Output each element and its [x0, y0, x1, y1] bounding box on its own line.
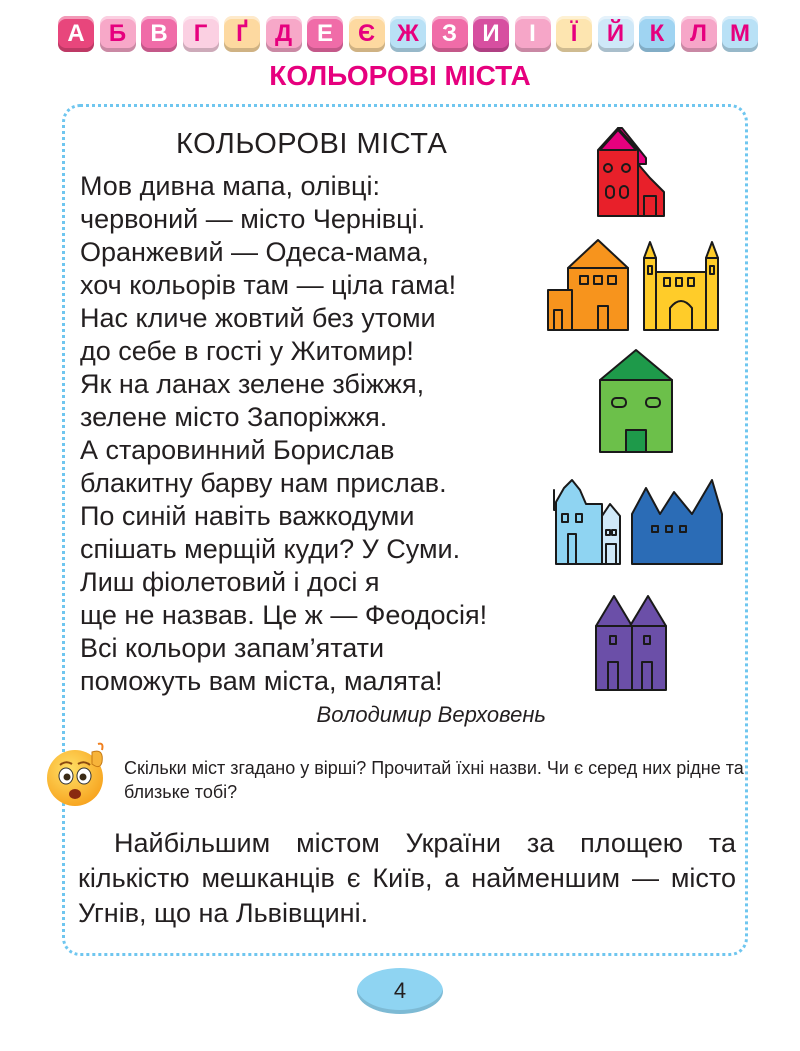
- alphabet-letter: Г: [183, 16, 219, 52]
- poem-line: Мов дивна мапа, олівці:: [80, 171, 380, 201]
- fact-paragraph: Найбільшим містом України за площею та кількістю мешканців є Київ, а найменшим — місто Угнів, що на Львівщині.: [78, 828, 736, 928]
- poem-line: Нас кличе жовтий без утоми: [80, 303, 436, 333]
- poem-line: спішать мерщій куди? У Суми.: [80, 534, 461, 564]
- page-number: 4: [357, 968, 443, 1014]
- poem-line: ще не назвав. Це ж — Феодосія!: [80, 600, 488, 630]
- alphabet-letter: А: [58, 16, 94, 52]
- alphabet-letter: Ї: [556, 16, 592, 52]
- poem-line: блакитну барву нам прислав.: [80, 468, 447, 498]
- poem-author: Володимир Верховень: [316, 702, 546, 727]
- alphabet-letter: Й: [598, 16, 634, 52]
- poem-line: зелене місто Запоріжжя.: [80, 402, 388, 432]
- alphabet-letter: В: [141, 16, 177, 52]
- light-blue-house-icon: [554, 480, 620, 564]
- poem-line: до себе в гості у Житомир!: [80, 336, 414, 366]
- poem-title: КОЛЬОРОВІ МІСТА: [176, 128, 448, 160]
- poem-line: червоний — місто Чернівці.: [80, 204, 426, 234]
- violet-house-icon: [596, 596, 666, 690]
- poem-line: Всі кольори запам’ятати: [80, 633, 385, 663]
- page-title: КОЛЬОРОВІ МІСТА: [269, 60, 531, 91]
- alphabet-letter: Ґ: [224, 16, 260, 52]
- alphabet-letter: З: [432, 16, 468, 52]
- poem-text: [80, 170, 487, 698]
- thinking-face-icon: [42, 740, 112, 810]
- poem-line: Лиш фіолетовий і досі я: [80, 567, 380, 597]
- alphabet-letter: И: [473, 16, 509, 52]
- poem-line: поможуть вам міста, малята!: [80, 666, 443, 696]
- orange-house-icon: [548, 240, 628, 330]
- poem-line: А старовинний Борислав: [80, 435, 395, 465]
- alphabet-letter: Е: [307, 16, 343, 52]
- alphabet-letter: Ж: [390, 16, 426, 52]
- alphabet-letter: Л: [681, 16, 717, 52]
- red-house-icon: [598, 128, 664, 216]
- alphabet-letter: К: [639, 16, 675, 52]
- poem-line: хоч кольорів там — ціла гама!: [80, 270, 457, 300]
- alphabet-letter: Є: [349, 16, 385, 52]
- alphabet-strip: [58, 14, 758, 54]
- poem-line: Як на ланах зелене збіжжя,: [80, 369, 425, 399]
- green-house-icon: [600, 350, 672, 452]
- alphabet-letter: І: [515, 16, 551, 52]
- alphabet-letter: Б: [100, 16, 136, 52]
- question-text: Скільки міст згадано у вірші? Прочитай їхні назви. Чи є серед них рідне та близьке тобі?: [124, 758, 744, 802]
- alphabet-letter: М: [722, 16, 758, 52]
- yellow-house-icon: [644, 242, 718, 330]
- blue-house-icon: [632, 480, 722, 564]
- poem-line: Оранжевий — Одеса-мама,: [80, 237, 429, 267]
- alphabet-letter: Д: [266, 16, 302, 52]
- colored-houses-illustration: [540, 118, 740, 698]
- poem-line: По синій навіть важкодуми: [80, 501, 415, 531]
